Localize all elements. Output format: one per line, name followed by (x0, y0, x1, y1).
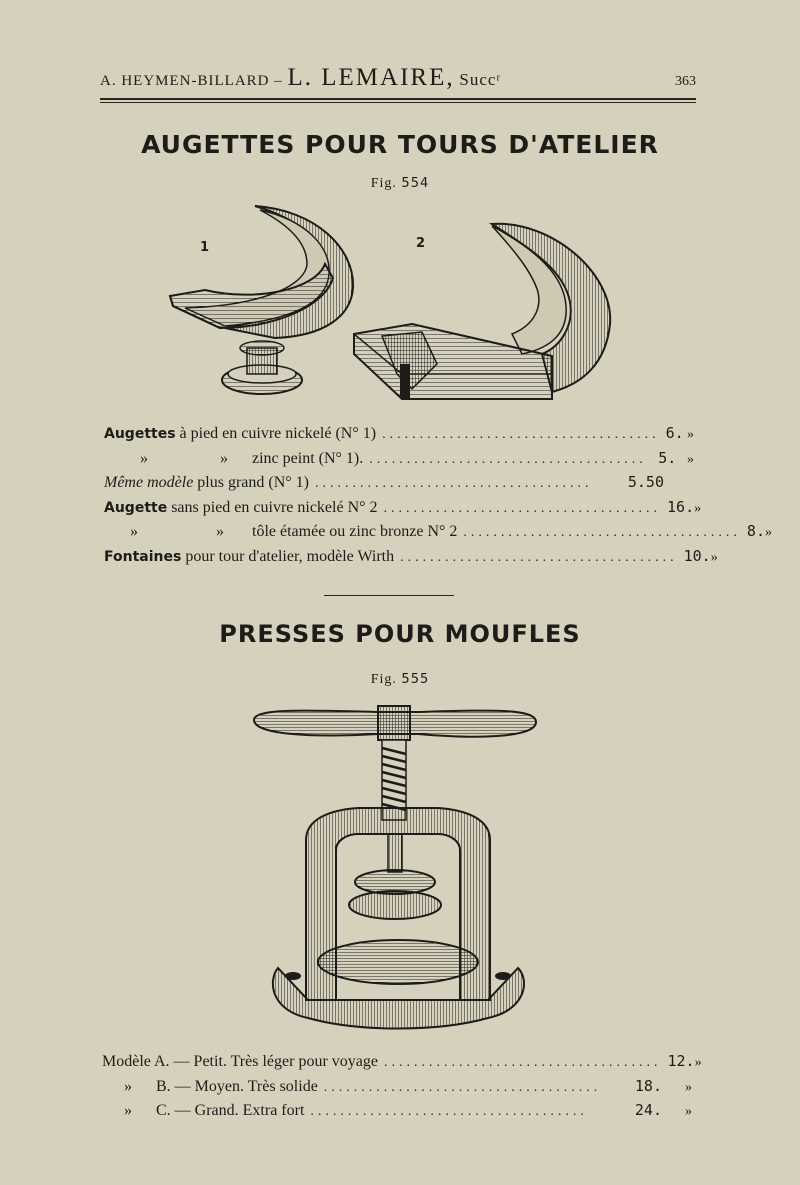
row-text: B. — Moyen. Très solide (152, 1077, 318, 1095)
page-header (100, 64, 696, 96)
fig555-prefix: Fig. (370, 672, 397, 687)
row-mark: » (694, 1055, 702, 1070)
leader-dots: ..................................... (315, 476, 593, 491)
row-lead: Même modèle (104, 474, 194, 491)
row-lead: Fontaines (104, 548, 182, 565)
price-row-modele-a (102, 1052, 702, 1077)
price-row-augettes-zinc (104, 449, 694, 474)
row-price: 5.50 (627, 473, 664, 491)
header-rule-thin (100, 102, 696, 103)
row-mark: » (687, 451, 694, 467)
price-row-augette-tole (104, 522, 772, 547)
price-row-augettes-cuivre (104, 424, 694, 449)
row-price: 5. (658, 448, 677, 467)
fig555-number: 555 (401, 672, 430, 687)
leader-dots: ..................................... (323, 1079, 602, 1095)
row-text: Modèle A. — Petit. Très léger pour voyage (102, 1053, 378, 1070)
fig554-number: 554 (401, 176, 430, 191)
row-ditto: » (124, 1102, 132, 1119)
row-ditto: » (124, 1077, 132, 1095)
row-ditto: » (216, 523, 224, 540)
row-ditto: » (130, 523, 138, 540)
row-mark: » (764, 525, 772, 540)
row-price: 6. (665, 424, 684, 442)
row-ditto: » (140, 449, 148, 467)
price-row-modele-c (102, 1101, 692, 1126)
row-text: plus grand (N° 1) (193, 474, 310, 491)
price-row-meme-modele (104, 473, 694, 498)
row-mark: » (685, 1104, 692, 1119)
figure-label-2: 2 (416, 236, 426, 251)
row-mark: » (687, 427, 694, 442)
row-price: 8. (746, 522, 765, 540)
fig554-prefix: Fig. (370, 176, 397, 191)
leader-dots: ..................................... (463, 525, 741, 540)
section1-price-list (104, 424, 772, 571)
row-price: 18. (634, 1076, 662, 1095)
leader-dots: ..................................... (382, 427, 660, 442)
section1-title: AUGETTES POUR TOURS D'ATELIER (141, 130, 659, 159)
row-mark: » (694, 500, 702, 516)
row-text: C. — Grand. Extra fort (152, 1102, 305, 1119)
row-text: sans pied en cuivre nickelé N° 2 (167, 498, 378, 516)
leader-dots: ..................................... (383, 1055, 662, 1070)
row-ditto: » (220, 449, 228, 467)
row-mark: » (710, 549, 718, 565)
section-separator (324, 595, 454, 596)
augette-nofoot-illustration (352, 214, 617, 404)
price-row-fontaines (104, 546, 718, 572)
price-row-augette-sans-pied (104, 497, 702, 523)
row-price: 24. (634, 1101, 662, 1119)
mouffle-press-illustration (248, 700, 548, 1040)
section1-figure-caption (0, 176, 800, 192)
header-rule-thick (100, 98, 696, 100)
row-lead: Augettes (104, 426, 176, 442)
row-price: 10. (683, 546, 711, 565)
figure-label-1: 1 (200, 240, 210, 255)
row-lead: Augette (104, 499, 168, 516)
row-text: à pied en cuivre nickelé (N° 1) (175, 425, 377, 442)
leader-dots: ..................................... (400, 549, 678, 565)
row-text: zinc peint (N° 1). (248, 449, 364, 467)
row-text: tôle étamée ou zinc bronze N° 2 (248, 523, 458, 540)
row-mark: » (685, 1079, 692, 1095)
leader-dots: ..................................... (369, 451, 647, 467)
header-left-text: A. HEYMEN-BILLARD – (100, 73, 283, 89)
header-brand: L. LEMAIRE, (287, 64, 455, 91)
leader-dots: ..................................... (383, 500, 662, 516)
header-succ: Succʳ (459, 70, 502, 89)
header-title (100, 64, 501, 92)
section2-title: PRESSES POUR MOUFLES (219, 620, 581, 648)
price-row-modele-b (102, 1077, 692, 1102)
section2-price-list (102, 1052, 702, 1126)
augette-footed-illustration (165, 198, 360, 400)
row-text: pour tour d'atelier, modèle Wirth (181, 547, 395, 565)
section2-figure-caption (0, 672, 800, 688)
row-price: 12. (667, 1052, 695, 1070)
leader-dots: ..................................... (310, 1104, 588, 1119)
page-number: 363 (675, 74, 696, 89)
row-price: 16. (667, 497, 695, 516)
